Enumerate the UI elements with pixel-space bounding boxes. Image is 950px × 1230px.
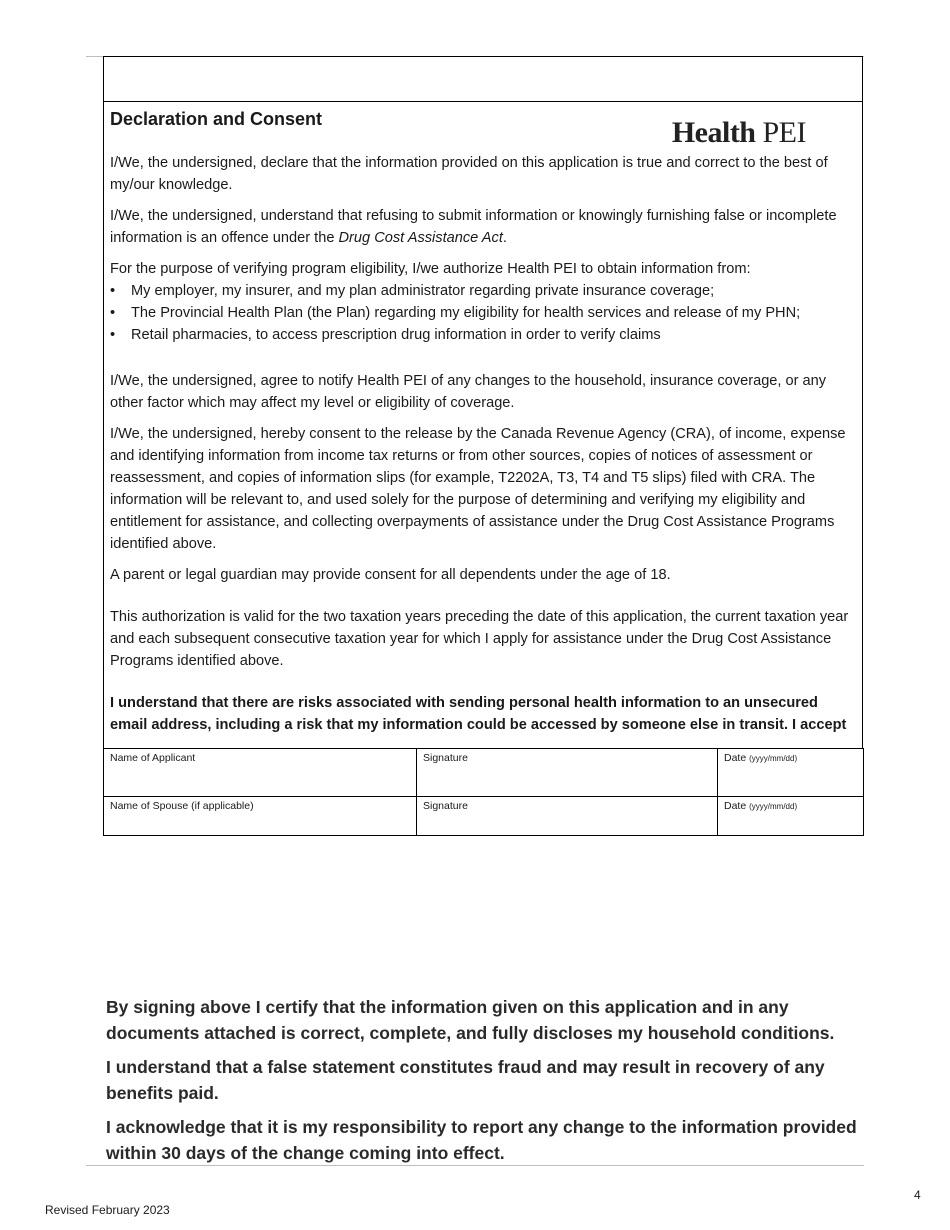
declaration-paragraph-6: A parent or legal guardian may provide consent for all dependents under the age of 18. [110, 567, 671, 583]
act-name: Drug Cost Assistance Act [338, 230, 503, 246]
signature-table [103, 748, 864, 836]
table-row [104, 797, 864, 836]
applicant-date-field[interactable]: Date (yyyy/mm/dd) [718, 749, 864, 797]
bottom-rule [86, 1165, 864, 1166]
certification-1: By signing above I certify that the information given on this application and in any documents attached is correct, complete, and fully discloses my household conditions. [106, 997, 835, 1043]
date-format-hint: (yyyy/mm/dd) [749, 802, 798, 811]
empty-form-row [104, 57, 862, 102]
paragraph-2-end: . [502, 230, 507, 246]
bullet-icon: • [110, 305, 116, 321]
spouse-signature-field[interactable]: Signature [417, 797, 718, 836]
revision-date: Revised February 2023 [45, 1203, 170, 1217]
spouse-date-field[interactable]: Date (yyyy/mm/dd) [718, 797, 864, 836]
declaration-content [104, 102, 862, 736]
page-number: 4 [914, 1188, 921, 1202]
declaration-paragraph-2 [110, 205, 856, 249]
certification-2: I understand that a false statement constitutes fraud and may result in recovery of any benefits paid. [106, 1057, 825, 1103]
list-item: • Retail pharmacies, to access prescription drug information in order to verify claims [110, 324, 856, 346]
list-item: • The Provincial Health Plan (the Plan) regarding my eligibility for health services and release of my PHN; [110, 302, 856, 324]
list-item: • My employer, my insurer, and my plan administrator regarding private insurance coverage; [110, 280, 856, 302]
paragraph-2-text: I/We, the undersigned, understand that refusing to submit information or knowingly furnishing false or incomplete information is an offence under the [110, 208, 837, 246]
declaration-paragraph-5: I/We, the undersigned, hereby consent to the release by the Canada Revenue Agency (CRA), of income, expense and identifying information from income tax returns or from other sources, copies of notices of assessment or reassessment, and copies of information slips (for example, T2202A, T3, T4 and T5 slips) filed with CRA. The information will be relevant to, and used solely for the purpose of determining and verifying my eligibility and entitlement for assistance, and collecting overpayments of assistance under the Drug Cost Assistance Programs identified above. [110, 426, 846, 552]
authorization-list [110, 280, 856, 346]
logo-pei-text: PEI [762, 116, 806, 149]
declaration-paragraph-3: For the purpose of verifying program eligibility, I/we authorize Health PEI to obtain information from: [110, 261, 751, 277]
declaration-paragraph-1: I/We, the undersigned, declare that the information provided on this application is true and correct to the best of my/our knowledge. [110, 155, 828, 193]
certification-statements [106, 994, 866, 1174]
table-row [104, 749, 864, 797]
health-pei-logo [672, 116, 806, 150]
bullet-icon: • [110, 327, 116, 343]
declaration-section [103, 56, 863, 748]
date-format-hint: (yyyy/mm/dd) [749, 754, 798, 763]
certification-3: I acknowledge that it is my responsibility to report any change to the information provided within 30 days of the change coming into effect. [106, 1117, 857, 1163]
email-risk-paragraph: I understand that there are risks associated with sending personal health information to an unsecured email address, including a risk that my information could be accessed by someone else in transit. I accept [110, 695, 847, 733]
section-heading: Declaration and Consent [110, 109, 323, 129]
applicant-signature-field[interactable]: Signature [417, 749, 718, 797]
spouse-name-field[interactable]: Name of Spouse (if applicable) [104, 797, 417, 836]
logo-health-text: Health [671, 116, 756, 149]
bullet-icon: • [110, 283, 116, 299]
applicant-name-field[interactable]: Name of Applicant [104, 749, 417, 797]
declaration-paragraph-4: I/We, the undersigned, agree to notify Health PEI of any changes to the household, insurance coverage, or any other factor which may affect my level or eligibility of coverage. [110, 373, 827, 411]
declaration-paragraph-7: This authorization is valid for the two taxation years preceding the date of this application, the current taxation year and each subsequent consecutive taxation year for which I apply for assistance under the Drug Cost Assistance Programs identified above. [110, 609, 849, 669]
